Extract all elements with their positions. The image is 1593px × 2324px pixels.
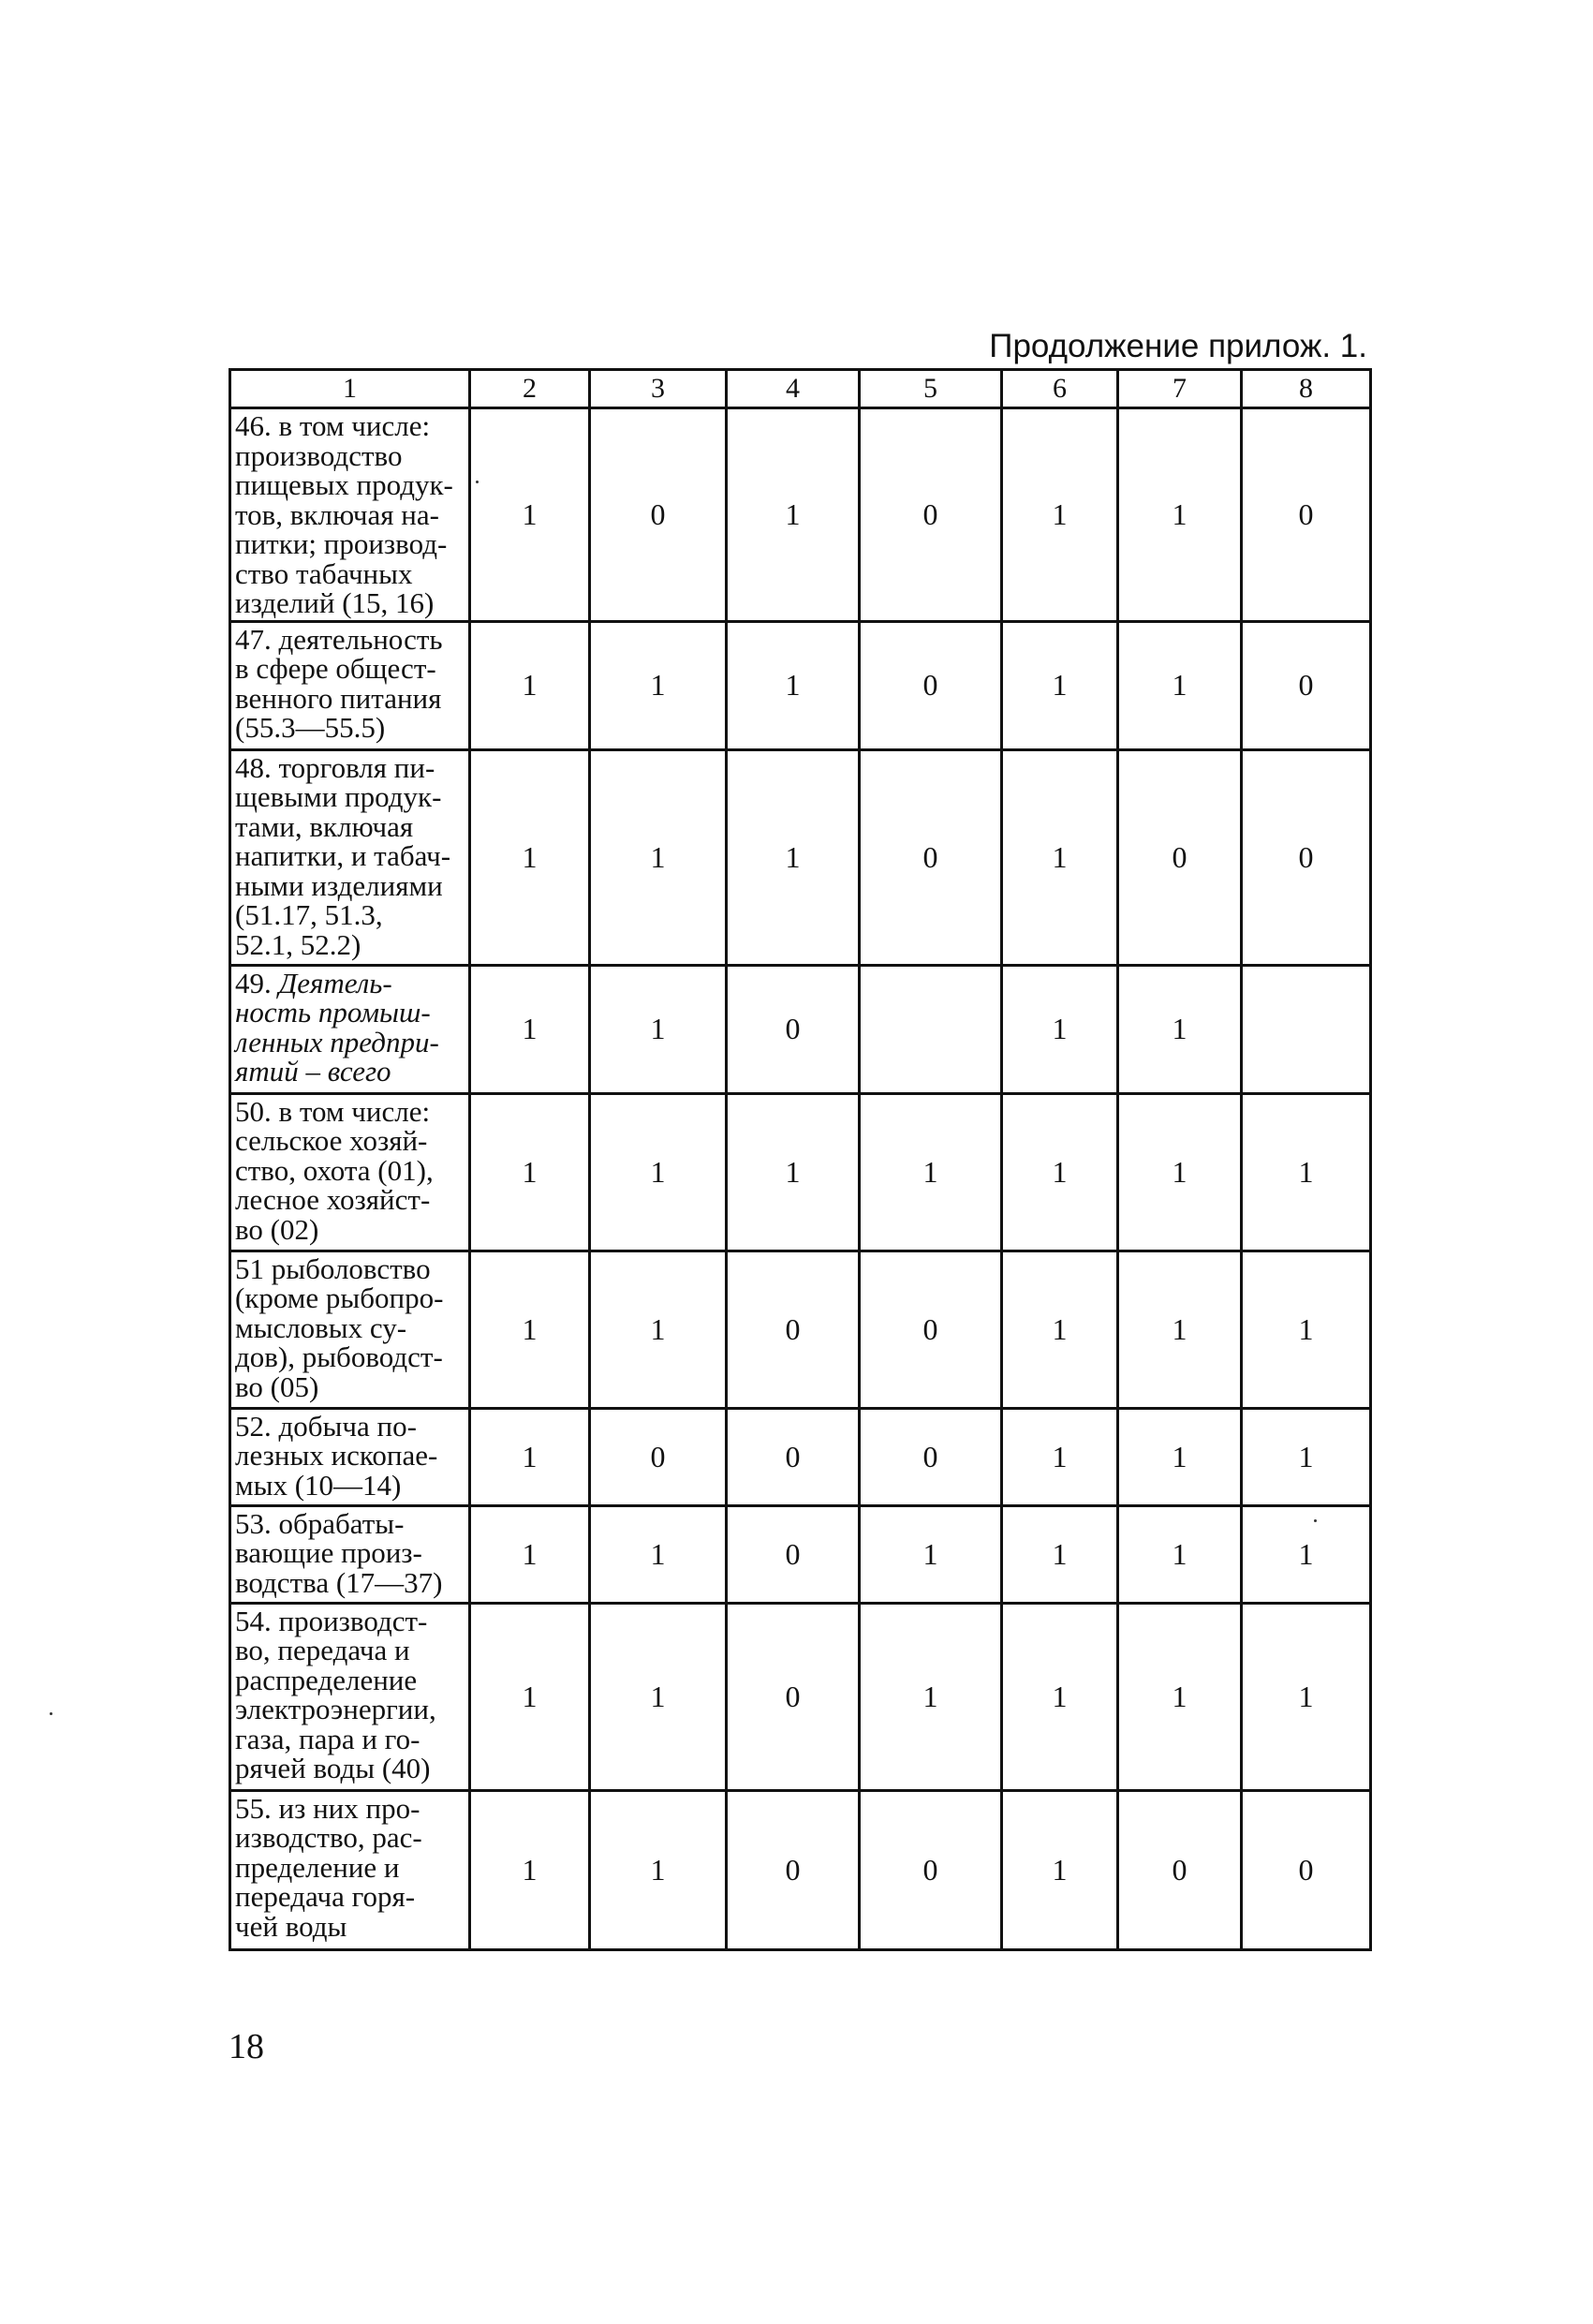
row-label-line: (51.17, 51.3, <box>235 898 383 931</box>
row-label-line: газа, пара и го- <box>235 1722 420 1755</box>
row-label-line: пищевых продук- <box>235 468 453 501</box>
value-cell: 1 <box>727 408 860 622</box>
row-label-line: 53. обрабаты- <box>235 1506 405 1540</box>
row-label-line: чей воды <box>235 1909 347 1943</box>
row-label-line: производство <box>235 438 403 472</box>
value-cell: 0 <box>860 1408 1002 1505</box>
value-cell: 1 <box>590 1790 727 1949</box>
data-table <box>229 368 1372 1951</box>
value-cell: 1 <box>470 1505 590 1603</box>
value-cell: 0 <box>590 1408 727 1505</box>
value-cell: 1 <box>1118 965 1242 1093</box>
value-cell: 1 <box>1242 1093 1371 1251</box>
value-cell: 1 <box>1242 1251 1371 1408</box>
value-cell: 1 <box>860 1505 1002 1603</box>
value-cell: 1 <box>1002 408 1118 622</box>
scan-speck <box>476 481 479 483</box>
row-label-line: во, передача и <box>235 1634 410 1666</box>
header-cell: 5 <box>860 370 1002 408</box>
value-cell: 1 <box>590 1505 727 1603</box>
row-label-cell <box>230 1093 470 1251</box>
value-cell: 0 <box>860 1251 1002 1408</box>
value-cell: 1 <box>1002 1505 1118 1603</box>
row-label-line: ство, охота (01), <box>235 1153 434 1187</box>
row-label-line: 48. торговля пи- <box>235 750 435 784</box>
value-cell: 1 <box>470 1790 590 1949</box>
value-cell: 1 <box>590 1603 727 1790</box>
value-cell: 1 <box>727 1093 860 1251</box>
row-label-line: распределение <box>235 1663 418 1696</box>
value-cell: 1 <box>470 621 590 749</box>
row-label-line: мысловых су- <box>235 1310 407 1344</box>
table-row <box>230 749 1371 965</box>
table-row <box>230 1251 1371 1408</box>
value-cell: 0 <box>1242 621 1371 749</box>
row-label-line: 52.1, 52.2) <box>235 927 361 961</box>
value-cell: 1 <box>590 749 727 965</box>
row-label-line: 47. деятельность <box>235 622 443 656</box>
value-cell: 1 <box>470 1093 590 1251</box>
value-cell: 1 <box>727 749 860 965</box>
row-label-line: 55. из них про- <box>235 1791 420 1825</box>
row-label-line: венного питания <box>235 681 442 715</box>
row-label-line: вающие произ- <box>235 1536 422 1569</box>
value-cell: 1 <box>1242 1408 1371 1505</box>
row-label-line: 49. Деятель- <box>235 966 392 999</box>
value-cell: 0 <box>590 408 727 622</box>
row-label-line: щевыми продук- <box>235 780 442 813</box>
row-label-cell <box>230 1251 470 1408</box>
value-cell: 0 <box>1242 1790 1371 1949</box>
row-label-cell <box>230 1408 470 1505</box>
row-label-line: сельское хозяй- <box>235 1124 428 1157</box>
value-cell: 1 <box>1242 1603 1371 1790</box>
row-label-line: мых (10—14) <box>235 1468 402 1502</box>
row-label-cell <box>230 1790 470 1949</box>
value-cell: 1 <box>1118 408 1242 622</box>
value-cell: 1 <box>860 1093 1002 1251</box>
value-cell: 1 <box>470 749 590 965</box>
row-label-cell <box>230 1603 470 1790</box>
value-cell: 1 <box>727 621 860 749</box>
row-label-line: передача горя- <box>235 1880 416 1913</box>
header-cell: 3 <box>590 370 727 408</box>
row-label-line: напитки, и табач- <box>235 839 451 872</box>
page-number: 18 <box>229 2027 264 2066</box>
row-label-line: 54. производст- <box>235 1604 428 1637</box>
value-cell: 0 <box>860 621 1002 749</box>
value-cell: 0 <box>727 1408 860 1505</box>
value-cell: 1 <box>860 1603 1002 1790</box>
row-label-line: водства (17—37) <box>235 1565 443 1599</box>
value-cell: 1 <box>1118 1603 1242 1790</box>
row-label-line: питки; производ- <box>235 527 448 560</box>
row-label-line: ство табачных <box>235 556 413 590</box>
row-label-line: (55.3—55.5) <box>235 711 386 744</box>
row-label-line: ятий – всего <box>235 1055 391 1088</box>
value-cell <box>1242 965 1371 1093</box>
table-row <box>230 1093 1371 1251</box>
value-cell: 1 <box>590 621 727 749</box>
table-header-row <box>230 370 1371 408</box>
value-cell: 1 <box>1002 1093 1118 1251</box>
value-cell: 0 <box>727 1603 860 1790</box>
row-label-line: в сфере общест- <box>235 652 436 685</box>
table-row <box>230 1505 1371 1603</box>
row-label-cell <box>230 749 470 965</box>
row-label-line: изделий (15, 16) <box>235 586 435 619</box>
row-label-line: дов), рыбоводст- <box>235 1340 443 1373</box>
value-cell: 1 <box>1242 1505 1371 1603</box>
value-cell: 1 <box>590 965 727 1093</box>
value-cell: 1 <box>1002 749 1118 965</box>
header-cell: 6 <box>1002 370 1118 408</box>
row-label-line: ными изделиями <box>235 868 443 902</box>
value-cell: 0 <box>1242 749 1371 965</box>
row-label-line: 46. в том числе: <box>235 409 431 442</box>
value-cell: 1 <box>590 1093 727 1251</box>
header-cell: 7 <box>1118 370 1242 408</box>
value-cell: 0 <box>860 1790 1002 1949</box>
value-cell: 1 <box>1002 1251 1118 1408</box>
table-row <box>230 1790 1371 1949</box>
value-cell: 1 <box>1118 1408 1242 1505</box>
table-row <box>230 1603 1371 1790</box>
table-body <box>230 370 1371 1950</box>
row-label-line: лесное хозяйст- <box>235 1183 431 1216</box>
value-cell: 1 <box>1118 1505 1242 1603</box>
value-cell: 0 <box>1118 749 1242 965</box>
row-label-line: (кроме рыбопро- <box>235 1281 444 1314</box>
value-cell: 0 <box>727 1790 860 1949</box>
row-label-line: тами, включая <box>235 809 414 843</box>
row-label-line: лезных ископае- <box>235 1439 438 1472</box>
row-label-line: ность промыш- <box>235 996 431 1029</box>
value-cell: 0 <box>1118 1790 1242 1949</box>
row-label-line: изводство, рас- <box>235 1821 422 1854</box>
value-cell: 0 <box>727 965 860 1093</box>
value-cell <box>860 965 1002 1093</box>
value-cell: 1 <box>470 1603 590 1790</box>
continuation-caption: Продолжение прилож. 1. <box>989 328 1367 364</box>
row-label-line: ленных предпри- <box>235 1025 439 1058</box>
value-cell: 1 <box>1002 965 1118 1093</box>
row-label-line: электроэнергии, <box>235 1693 436 1725</box>
row-label-line: пределение и <box>235 1850 400 1884</box>
row-label-line: 52. добыча по- <box>235 1409 417 1443</box>
value-cell: 1 <box>1002 1408 1118 1505</box>
table-row <box>230 1408 1371 1505</box>
row-label-line: во (02) <box>235 1212 319 1246</box>
value-cell: 1 <box>1002 1790 1118 1949</box>
row-label-cell <box>230 1505 470 1603</box>
value-cell: 1 <box>1118 1251 1242 1408</box>
table-row <box>230 408 1371 622</box>
value-cell: 0 <box>860 749 1002 965</box>
value-cell: 1 <box>470 1251 590 1408</box>
table-row <box>230 965 1371 1093</box>
row-label-line: во (05) <box>235 1369 319 1403</box>
row-label-cell <box>230 621 470 749</box>
value-cell: 0 <box>727 1251 860 1408</box>
table-row <box>230 621 1371 749</box>
value-cell: 1 <box>1118 621 1242 749</box>
header-cell: 1 <box>230 370 470 408</box>
scan-speck <box>50 1712 52 1715</box>
value-cell: 1 <box>1118 1093 1242 1251</box>
value-cell: 0 <box>727 1505 860 1603</box>
scan-speck <box>1314 1519 1317 1522</box>
value-cell: 1 <box>590 1251 727 1408</box>
value-cell: 1 <box>1002 1603 1118 1790</box>
value-cell: 0 <box>1242 408 1371 622</box>
row-label-cell <box>230 408 470 622</box>
value-cell: 1 <box>1002 621 1118 749</box>
row-label-cell <box>230 965 470 1093</box>
row-label-line: 51 рыболовство <box>235 1251 431 1285</box>
header-cell: 8 <box>1242 370 1371 408</box>
header-cell: 4 <box>727 370 860 408</box>
value-cell: 1 <box>470 1408 590 1505</box>
value-cell: 1 <box>470 408 590 622</box>
value-cell: 0 <box>860 408 1002 622</box>
row-label-line: рячей воды (40) <box>235 1752 431 1784</box>
header-cell: 2 <box>470 370 590 408</box>
row-label-line: 50. в том числе: <box>235 1094 431 1128</box>
row-label-line: тов, включая на- <box>235 497 439 531</box>
value-cell: 1 <box>470 965 590 1093</box>
